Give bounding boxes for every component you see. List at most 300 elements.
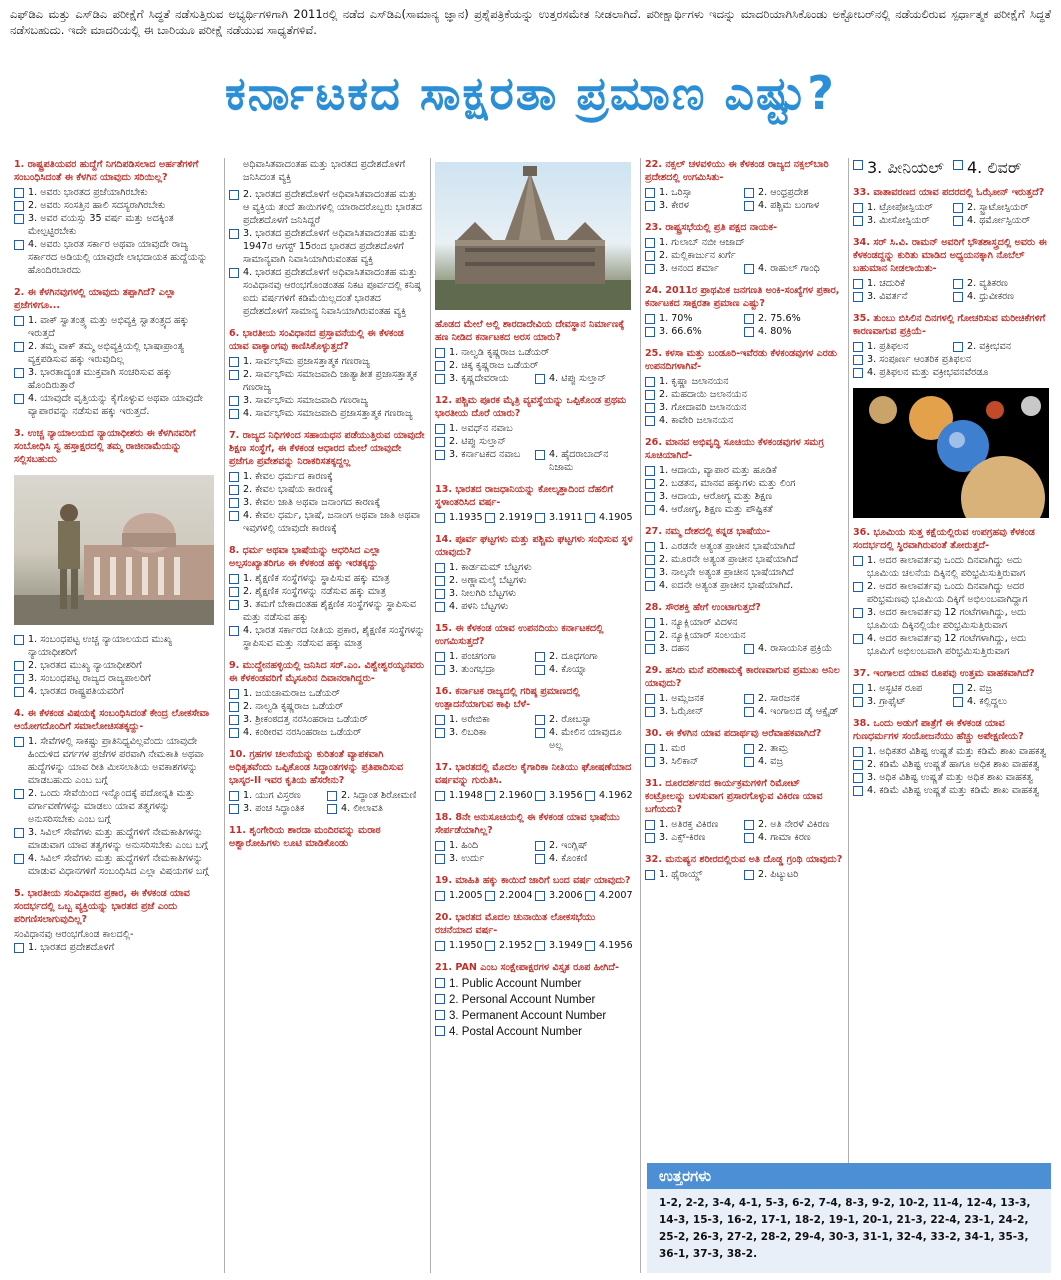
option[interactable]: [14, 941, 218, 954]
checkbox-icon[interactable]: [853, 355, 863, 365]
option[interactable]: [435, 435, 635, 448]
option[interactable]: [14, 314, 218, 340]
checkbox-icon[interactable]: [229, 357, 239, 367]
option[interactable]: [435, 346, 635, 359]
checkbox-icon[interactable]: [744, 744, 754, 754]
checkbox-icon[interactable]: [645, 403, 655, 413]
checkbox-icon[interactable]: [229, 626, 239, 636]
checkbox-icon[interactable]: [853, 279, 863, 289]
checkbox-icon[interactable]: [14, 635, 24, 645]
checkbox-icon[interactable]: [853, 216, 863, 226]
option[interactable]: [645, 186, 744, 199]
checkbox-icon[interactable]: [14, 342, 24, 352]
checkbox-icon[interactable]: [14, 661, 24, 671]
checkbox-icon[interactable]: [435, 994, 445, 1004]
checkbox-icon[interactable]: [645, 644, 655, 654]
option[interactable]: [229, 407, 425, 420]
checkbox-icon[interactable]: [229, 715, 239, 725]
option[interactable]: [229, 700, 425, 713]
option[interactable]: [744, 262, 843, 275]
checkbox-icon[interactable]: [435, 728, 445, 738]
option[interactable]: [645, 566, 843, 579]
option[interactable]: [435, 359, 635, 372]
option[interactable]: [853, 353, 1053, 366]
checkbox-icon[interactable]: [229, 498, 239, 508]
checkbox-icon[interactable]: [535, 513, 545, 523]
checkbox-icon[interactable]: [853, 160, 863, 170]
checkbox-icon[interactable]: [744, 327, 754, 337]
option[interactable]: [853, 695, 953, 708]
option[interactable]: [535, 650, 635, 663]
checkbox-icon[interactable]: [645, 327, 655, 337]
option[interactable]: [585, 939, 635, 952]
checkbox-icon[interactable]: [485, 891, 495, 901]
option[interactable]: [744, 325, 843, 338]
checkbox-icon[interactable]: [14, 394, 24, 404]
option[interactable]: [435, 939, 485, 952]
option[interactable]: [853, 554, 1053, 580]
option[interactable]: [435, 511, 485, 524]
checkbox-icon[interactable]: [14, 240, 24, 250]
option[interactable]: [485, 889, 535, 902]
option[interactable]: [853, 745, 1053, 758]
checkbox-icon[interactable]: [327, 791, 337, 801]
checkbox-icon[interactable]: [14, 368, 24, 378]
option[interactable]: [645, 464, 843, 477]
checkbox-icon[interactable]: [953, 216, 963, 226]
option[interactable]: [229, 509, 425, 535]
option[interactable]: [14, 212, 218, 238]
checkbox-icon[interactable]: [229, 689, 239, 699]
option[interactable]: [229, 394, 425, 407]
checkbox-icon[interactable]: [744, 264, 754, 274]
option[interactable]: [435, 1024, 635, 1040]
checkbox-icon[interactable]: [229, 511, 239, 521]
option[interactable]: [853, 632, 1053, 658]
option[interactable]: [953, 201, 1053, 214]
option[interactable]: [645, 490, 843, 503]
option[interactable]: [14, 186, 218, 199]
option[interactable]: [435, 726, 535, 752]
option[interactable]: [853, 214, 953, 227]
checkbox-icon[interactable]: [853, 582, 863, 592]
option[interactable]: [953, 695, 1053, 708]
checkbox-icon[interactable]: [645, 555, 655, 565]
checkbox-icon[interactable]: [14, 828, 24, 838]
checkbox-icon[interactable]: [435, 652, 445, 662]
checkbox-icon[interactable]: [535, 665, 545, 675]
option[interactable]: [744, 818, 843, 831]
checkbox-icon[interactable]: [14, 789, 24, 799]
checkbox-icon[interactable]: [485, 941, 495, 951]
option[interactable]: [535, 852, 635, 865]
checkbox-icon[interactable]: [645, 188, 655, 198]
option[interactable]: [853, 758, 1053, 771]
option[interactable]: [853, 682, 953, 695]
checkbox-icon[interactable]: [229, 370, 239, 380]
option[interactable]: [229, 726, 425, 739]
option[interactable]: [953, 214, 1053, 227]
checkbox-icon[interactable]: [744, 188, 754, 198]
checkbox-icon[interactable]: [229, 728, 239, 738]
checkbox-icon[interactable]: [585, 891, 595, 901]
checkbox-icon[interactable]: [327, 804, 337, 814]
checkbox-icon[interactable]: [229, 268, 239, 278]
option[interactable]: [14, 685, 218, 698]
checkbox-icon[interactable]: [585, 513, 595, 523]
option[interactable]: [645, 262, 744, 275]
checkbox-icon[interactable]: [744, 694, 754, 704]
option[interactable]: [744, 642, 843, 655]
checkbox-icon[interactable]: [229, 600, 239, 610]
checkbox-icon[interactable]: [645, 466, 655, 476]
checkbox-icon[interactable]: [645, 581, 655, 591]
option[interactable]: [953, 340, 1053, 353]
checkbox-icon[interactable]: [535, 791, 545, 801]
checkbox-icon[interactable]: [953, 279, 963, 289]
checkbox-icon[interactable]: [645, 694, 655, 704]
option[interactable]: [585, 789, 635, 802]
checkbox-icon[interactable]: [645, 631, 655, 641]
checkbox-icon[interactable]: [853, 368, 863, 378]
option[interactable]: [645, 236, 843, 249]
option[interactable]: [229, 624, 425, 650]
checkbox-icon[interactable]: [14, 201, 24, 211]
option[interactable]: [645, 818, 744, 831]
option[interactable]: [535, 511, 585, 524]
option[interactable]: [14, 826, 218, 852]
checkbox-icon[interactable]: [853, 773, 863, 783]
option[interactable]: [645, 742, 744, 755]
checkbox-icon[interactable]: [645, 238, 655, 248]
option[interactable]: [14, 735, 218, 787]
checkbox-icon[interactable]: [645, 492, 655, 502]
option[interactable]: [485, 789, 535, 802]
checkbox-icon[interactable]: [953, 292, 963, 302]
option[interactable]: [645, 414, 843, 427]
option[interactable]: [14, 340, 218, 366]
option[interactable]: [14, 787, 218, 826]
option[interactable]: [645, 401, 843, 414]
checkbox-icon[interactable]: [435, 1026, 445, 1036]
option[interactable]: [853, 201, 953, 214]
option[interactable]: [535, 939, 585, 952]
checkbox-icon[interactable]: [744, 820, 754, 830]
checkbox-icon[interactable]: [953, 203, 963, 213]
checkbox-icon[interactable]: [435, 791, 445, 801]
option[interactable]: [229, 368, 425, 394]
option[interactable]: 4. ಲಿವರ್: [953, 158, 1053, 178]
option[interactable]: [485, 939, 535, 952]
checkbox-icon[interactable]: [535, 841, 545, 851]
checkbox-icon[interactable]: [435, 715, 445, 725]
option[interactable]: [229, 713, 425, 726]
checkbox-icon[interactable]: [14, 188, 24, 198]
option[interactable]: [853, 784, 1053, 797]
checkbox-icon[interactable]: [535, 450, 545, 460]
option[interactable]: [645, 579, 843, 592]
option[interactable]: [535, 726, 635, 752]
option[interactable]: [645, 540, 843, 553]
checkbox-icon[interactable]: [435, 841, 445, 851]
option[interactable]: [853, 771, 1053, 784]
checkbox-icon[interactable]: [14, 687, 24, 697]
checkbox-icon[interactable]: [853, 342, 863, 352]
checkbox-icon[interactable]: [229, 702, 239, 712]
checkbox-icon[interactable]: [645, 505, 655, 515]
option[interactable]: [229, 266, 425, 318]
option[interactable]: [645, 629, 843, 642]
option[interactable]: [435, 600, 635, 613]
checkbox-icon[interactable]: [535, 715, 545, 725]
checkbox-icon[interactable]: [435, 450, 445, 460]
checkbox-icon[interactable]: [645, 618, 655, 628]
checkbox-icon[interactable]: [14, 854, 24, 864]
option[interactable]: [14, 852, 218, 878]
option[interactable]: [744, 692, 843, 705]
checkbox-icon[interactable]: [435, 513, 445, 523]
option[interactable]: [853, 277, 953, 290]
option[interactable]: [229, 572, 425, 585]
checkbox-icon[interactable]: [744, 833, 754, 843]
checkbox-icon[interactable]: [645, 264, 655, 274]
checkbox-icon[interactable]: [435, 589, 445, 599]
option[interactable]: [435, 587, 635, 600]
checkbox-icon[interactable]: [853, 292, 863, 302]
option[interactable]: [435, 650, 535, 663]
checkbox-icon[interactable]: [953, 160, 963, 170]
option[interactable]: [744, 312, 843, 325]
checkbox-icon[interactable]: [435, 1010, 445, 1020]
checkbox-icon[interactable]: [229, 190, 239, 200]
option[interactable]: [435, 976, 635, 992]
option[interactable]: [229, 355, 425, 368]
option[interactable]: [853, 340, 953, 353]
option[interactable]: [435, 574, 635, 587]
option[interactable]: [645, 616, 843, 629]
checkbox-icon[interactable]: [585, 941, 595, 951]
checkbox-icon[interactable]: [229, 791, 239, 801]
checkbox-icon[interactable]: [435, 978, 445, 988]
checkbox-icon[interactable]: [744, 314, 754, 324]
option[interactable]: [645, 642, 744, 655]
option[interactable]: [645, 868, 744, 881]
option[interactable]: [645, 375, 843, 388]
option[interactable]: [327, 789, 425, 802]
option[interactable]: [229, 188, 425, 227]
checkbox-icon[interactable]: [435, 361, 445, 371]
option[interactable]: [535, 789, 585, 802]
option[interactable]: [535, 448, 635, 474]
checkbox-icon[interactable]: [435, 602, 445, 612]
checkbox-icon[interactable]: [853, 684, 863, 694]
checkbox-icon[interactable]: [645, 744, 655, 754]
checkbox-icon[interactable]: [645, 314, 655, 324]
checkbox-icon[interactable]: [435, 437, 445, 447]
checkbox-icon[interactable]: [535, 941, 545, 951]
option[interactable]: [585, 889, 635, 902]
option[interactable]: [744, 705, 843, 718]
option[interactable]: [435, 839, 535, 852]
option[interactable]: [853, 580, 1053, 606]
option[interactable]: [229, 598, 425, 624]
checkbox-icon[interactable]: [744, 201, 754, 211]
option[interactable]: [229, 789, 327, 802]
checkbox-icon[interactable]: [435, 891, 445, 901]
checkbox-icon[interactable]: [853, 608, 863, 618]
option[interactable]: [14, 199, 218, 212]
checkbox-icon[interactable]: [435, 941, 445, 951]
option[interactable]: [14, 366, 218, 392]
option[interactable]: [14, 392, 218, 418]
option[interactable]: [229, 687, 425, 700]
checkbox-icon[interactable]: [645, 251, 655, 261]
checkbox-icon[interactable]: [435, 576, 445, 586]
option[interactable]: [744, 742, 843, 755]
checkbox-icon[interactable]: [645, 542, 655, 552]
checkbox-icon[interactable]: [645, 833, 655, 843]
option[interactable]: [229, 483, 425, 496]
option[interactable]: [14, 659, 218, 672]
option[interactable]: [435, 422, 635, 435]
option[interactable]: [435, 889, 485, 902]
checkbox-icon[interactable]: [744, 644, 754, 654]
checkbox-icon[interactable]: [853, 747, 863, 757]
option[interactable]: [645, 325, 744, 338]
checkbox-icon[interactable]: [229, 485, 239, 495]
checkbox-icon[interactable]: [953, 342, 963, 352]
option[interactable]: 3. ಪೀನಿಯಲ್: [853, 158, 953, 178]
option[interactable]: [435, 372, 535, 385]
option[interactable]: [645, 755, 744, 768]
checkbox-icon[interactable]: [435, 348, 445, 358]
option[interactable]: [435, 448, 535, 474]
option[interactable]: [14, 238, 218, 277]
option[interactable]: [435, 561, 635, 574]
checkbox-icon[interactable]: [585, 791, 595, 801]
checkbox-icon[interactable]: [435, 563, 445, 573]
option[interactable]: [645, 831, 744, 844]
option[interactable]: [229, 496, 425, 509]
checkbox-icon[interactable]: [229, 804, 239, 814]
option[interactable]: [535, 839, 635, 852]
option[interactable]: [435, 1008, 635, 1024]
option[interactable]: [14, 633, 218, 659]
option[interactable]: [535, 889, 585, 902]
checkbox-icon[interactable]: [953, 684, 963, 694]
option[interactable]: [229, 227, 425, 266]
option[interactable]: [853, 606, 1053, 632]
checkbox-icon[interactable]: [645, 568, 655, 578]
checkbox-icon[interactable]: [535, 854, 545, 864]
checkbox-icon[interactable]: [645, 201, 655, 211]
checkbox-icon[interactable]: [853, 786, 863, 796]
checkbox-icon[interactable]: [14, 316, 24, 326]
checkbox-icon[interactable]: [229, 409, 239, 419]
checkbox-icon[interactable]: [435, 424, 445, 434]
option[interactable]: [744, 755, 843, 768]
checkbox-icon[interactable]: [645, 377, 655, 387]
option[interactable]: [853, 290, 953, 303]
option[interactable]: [645, 553, 843, 566]
checkbox-icon[interactable]: [744, 707, 754, 717]
checkbox-icon[interactable]: [645, 416, 655, 426]
checkbox-icon[interactable]: [229, 396, 239, 406]
checkbox-icon[interactable]: [14, 674, 24, 684]
checkbox-icon[interactable]: [645, 390, 655, 400]
option[interactable]: [645, 249, 843, 262]
checkbox-icon[interactable]: [953, 697, 963, 707]
checkbox-icon[interactable]: [229, 574, 239, 584]
option[interactable]: [744, 199, 843, 212]
checkbox-icon[interactable]: [535, 652, 545, 662]
option[interactable]: [535, 372, 635, 385]
option[interactable]: [744, 831, 843, 844]
checkbox-icon[interactable]: [853, 634, 863, 644]
option[interactable]: [535, 663, 635, 676]
checkbox-icon[interactable]: [14, 214, 24, 224]
option[interactable]: [645, 503, 843, 516]
option[interactable]: [327, 802, 425, 815]
checkbox-icon[interactable]: [535, 374, 545, 384]
option[interactable]: [14, 672, 218, 685]
option[interactable]: [585, 511, 635, 524]
checkbox-icon[interactable]: [435, 665, 445, 675]
option[interactable]: [645, 312, 744, 325]
checkbox-icon[interactable]: [485, 791, 495, 801]
checkbox-icon[interactable]: [229, 587, 239, 597]
checkbox-icon[interactable]: [14, 737, 24, 747]
option[interactable]: [435, 789, 485, 802]
checkbox-icon[interactable]: [485, 513, 495, 523]
option[interactable]: [485, 511, 535, 524]
checkbox-icon[interactable]: [853, 203, 863, 213]
option[interactable]: [229, 802, 327, 815]
option[interactable]: [645, 477, 843, 490]
checkbox-icon[interactable]: [645, 707, 655, 717]
option[interactable]: [435, 663, 535, 676]
checkbox-icon[interactable]: [229, 229, 239, 239]
checkbox-icon[interactable]: [744, 870, 754, 880]
option[interactable]: [645, 388, 843, 401]
checkbox-icon[interactable]: [645, 870, 655, 880]
option[interactable]: [535, 713, 635, 726]
checkbox-icon[interactable]: [645, 479, 655, 489]
option[interactable]: [744, 868, 843, 881]
checkbox-icon[interactable]: [435, 374, 445, 384]
checkbox-icon[interactable]: [645, 820, 655, 830]
option[interactable]: [645, 199, 744, 212]
option[interactable]: [744, 186, 843, 199]
checkbox-icon[interactable]: [535, 728, 545, 738]
option[interactable]: [229, 585, 425, 598]
checkbox-icon[interactable]: [645, 757, 655, 767]
option[interactable]: [953, 682, 1053, 695]
option[interactable]: [229, 470, 425, 483]
option[interactable]: [435, 713, 535, 726]
option[interactable]: [645, 692, 744, 705]
checkbox-icon[interactable]: [853, 556, 863, 566]
option[interactable]: [853, 366, 1053, 379]
checkbox-icon[interactable]: [853, 760, 863, 770]
option[interactable]: [435, 852, 535, 865]
checkbox-icon[interactable]: [535, 891, 545, 901]
checkbox-icon[interactable]: [229, 472, 239, 482]
checkbox-icon[interactable]: [853, 697, 863, 707]
option[interactable]: [953, 290, 1053, 303]
checkbox-icon[interactable]: [435, 854, 445, 864]
option[interactable]: [645, 705, 744, 718]
